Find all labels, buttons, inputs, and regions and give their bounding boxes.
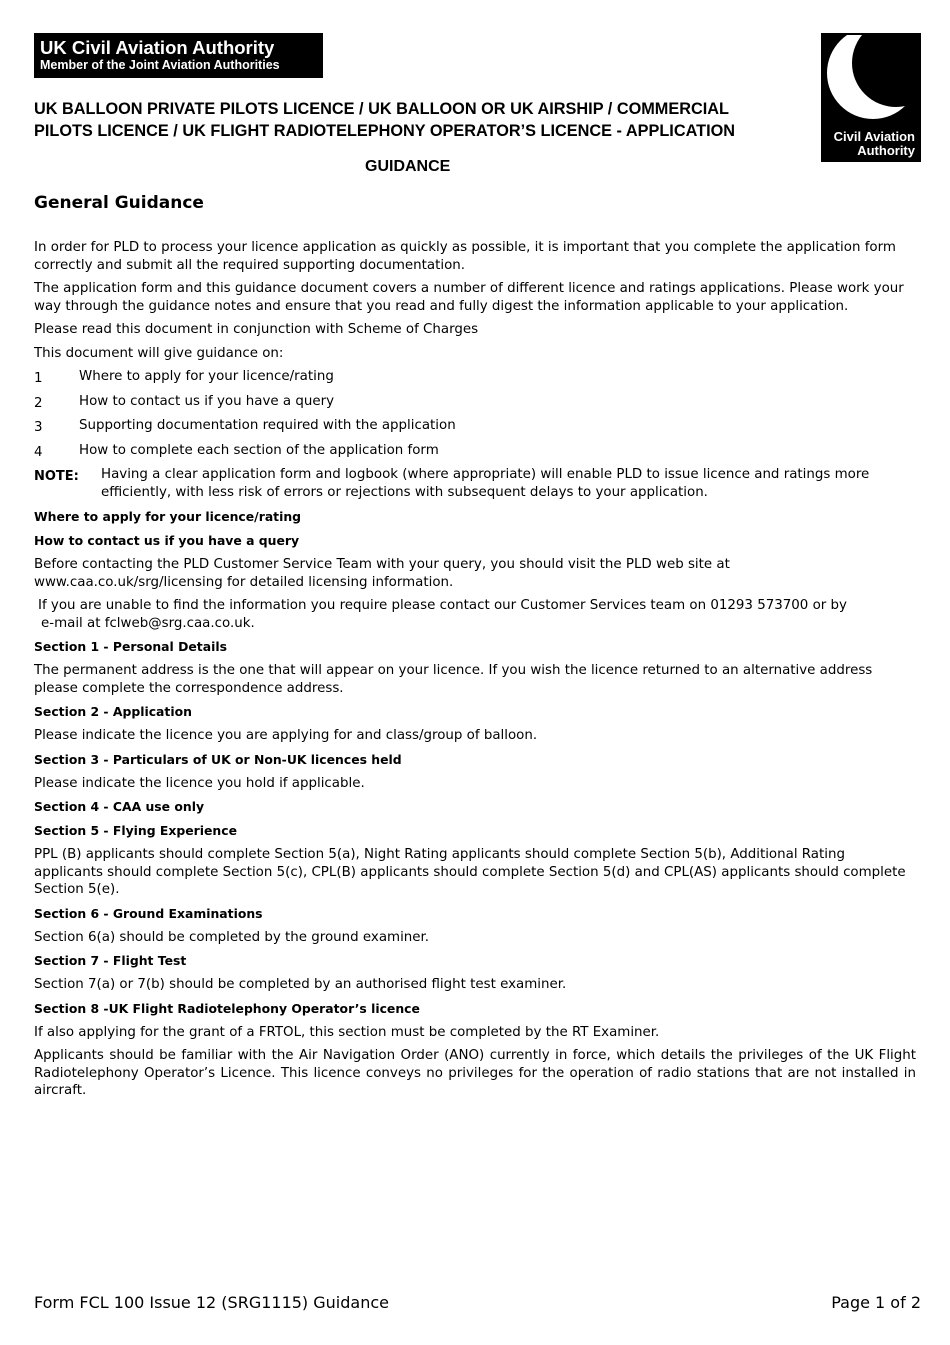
section-1-text: The permanent address is the one that will appear on your licence. If you wish the licence returned to an alternative address please complete the correspondence address. bbox=[34, 663, 873, 696]
list-item-text: How to contact us if you have a query bbox=[79, 393, 335, 409]
list-item bbox=[34, 442, 916, 462]
section-8-heading: Section 8 -UK Flight Radiotelephony Operator’s licence bbox=[34, 1000, 420, 1016]
document-body bbox=[34, 239, 916, 1106]
section-1-heading: Section 1 - Personal Details bbox=[34, 639, 227, 654]
section-3-text: Please indicate the licence you hold if applicable. bbox=[34, 775, 365, 791]
contact-p2-line-2: e-mail at fclweb@srg.caa.co.uk. bbox=[41, 615, 255, 631]
note-text: Having a clear application form and logbook (where appropriate) will enable PLD to issue licence and ratings more efficiently, with less risk of errors or rejections with subsequent delays to your application. bbox=[101, 467, 870, 500]
contact-p2-line-1: If you are unable to find the information you require please contact our Customer Services team on 01293 573700 or by bbox=[38, 598, 847, 613]
logo-line-2: Authority bbox=[857, 143, 915, 158]
contact-paragraph-2 bbox=[34, 597, 916, 632]
list-item-number: 3 bbox=[34, 420, 43, 435]
contact-paragraph-1 bbox=[34, 556, 916, 591]
section-6-text: Section 6(a) should be completed by the ground examiner. bbox=[34, 929, 430, 945]
how-to-contact-heading: How to contact us if you have a query bbox=[34, 533, 300, 548]
list-item-text: Where to apply for your licence/rating bbox=[79, 369, 334, 384]
section-8-text-1: If also applying for the grant of a FRTOL, this section must be completed by the RT Examiner. bbox=[34, 1024, 660, 1040]
title-line-2: PILOTS LICENCE / UK FLIGHT RADIOTELEPHONY OPERATOR’S LICENCE - APPLICATION bbox=[34, 122, 736, 140]
section-7-text: Section 7(a) or 7(b) should be completed by an authorised flight test examiner. bbox=[34, 977, 567, 992]
contact-p1-line-1: Before contacting the PLD Customer Service Team with your query, you should visit the PLD web site at bbox=[34, 557, 730, 572]
general-guidance-heading: General Guidance bbox=[34, 193, 204, 213]
intro-paragraph-1: In order for PLD to process your licence application as quickly as possible, it is important that you complete the application form correctly and submit all the required supporting documentation. bbox=[34, 240, 896, 273]
title-line-1: UK BALLOON PRIVATE PILOTS LICENCE / UK BALLOON OR UK AIRSHIP / COMMERCIAL bbox=[34, 100, 729, 118]
intro-paragraph-4: This document will give guidance on: bbox=[34, 345, 284, 361]
contact-p1-line-2: www.caa.co.uk/srg/licensing for detailed licensing information. bbox=[34, 574, 454, 590]
section-8-text-2: Applicants should be familiar with the Air Navigation Order (ANO) currently in force, which details the privileges of the UK Flight Radiotelephony Operator’s Licence. This licence conveys no privileges for the operation of radio stations that are not installed in aircraft. bbox=[34, 1048, 916, 1098]
note-label: NOTE: bbox=[34, 469, 79, 484]
logo-line-1: Civil Aviation bbox=[833, 129, 915, 144]
list-item-text: How to complete each section of the application form bbox=[79, 442, 439, 458]
section-2-heading: Section 2 - Application bbox=[34, 704, 192, 719]
where-to-apply-heading: Where to apply for your licence/rating bbox=[34, 509, 302, 524]
section-5-heading: Section 5 - Flying Experience bbox=[34, 823, 237, 838]
section-6-heading: Section 6 - Ground Examinations bbox=[34, 905, 263, 921]
list-item bbox=[34, 368, 916, 388]
list-item-text: Supporting documentation required with the application bbox=[79, 418, 456, 433]
footer-page-number: Page 1 of 2 bbox=[831, 1293, 921, 1312]
intro-paragraph-3: Please read this document in conjunction with Scheme of Charges bbox=[34, 322, 479, 337]
intro-paragraph-2: The application form and this guidance document covers a number of different licence and ratings applications. Please work your way through the guidance notes and ensure that you read and fully digest the information applicable to your application. bbox=[34, 281, 904, 314]
guidance-list bbox=[34, 368, 916, 461]
section-5-text: PPL (B) applicants should complete Section 5(a), Night Rating applicants should complete Section 5(b), Additional Rating applicants should complete Section 5(c), CPL(B) applicants should complete Section 5(d) and CPL(AS) applicants should complete Section 5(e). bbox=[34, 847, 906, 897]
document-title bbox=[34, 98, 804, 142]
org-banner bbox=[34, 33, 323, 78]
org-subtitle: Member of the Joint Aviation Authorities bbox=[40, 58, 280, 72]
logo-text bbox=[834, 130, 915, 158]
note bbox=[34, 466, 916, 501]
list-item-number: 4 bbox=[34, 444, 43, 460]
section-2-text: Please indicate the licence you are applying for and class/group of balloon. bbox=[34, 728, 538, 743]
org-name: UK Civil Aviation Authority bbox=[40, 37, 275, 58]
list-item bbox=[34, 393, 916, 413]
guidance-heading: GUIDANCE bbox=[365, 158, 451, 175]
list-item-number: 2 bbox=[34, 395, 43, 411]
list-item bbox=[34, 417, 916, 437]
list-item-number: 1 bbox=[34, 371, 43, 386]
section-4-heading: Section 4 - CAA use only bbox=[34, 799, 205, 814]
section-7-heading: Section 7 - Flight Test bbox=[34, 953, 187, 968]
footer-form-ref: Form FCL 100 Issue 12 (SRG1115) Guidance bbox=[34, 1293, 389, 1312]
caa-logo bbox=[821, 33, 921, 162]
section-3-heading: Section 3 - Particulars of UK or Non-UK licences held bbox=[34, 751, 402, 767]
